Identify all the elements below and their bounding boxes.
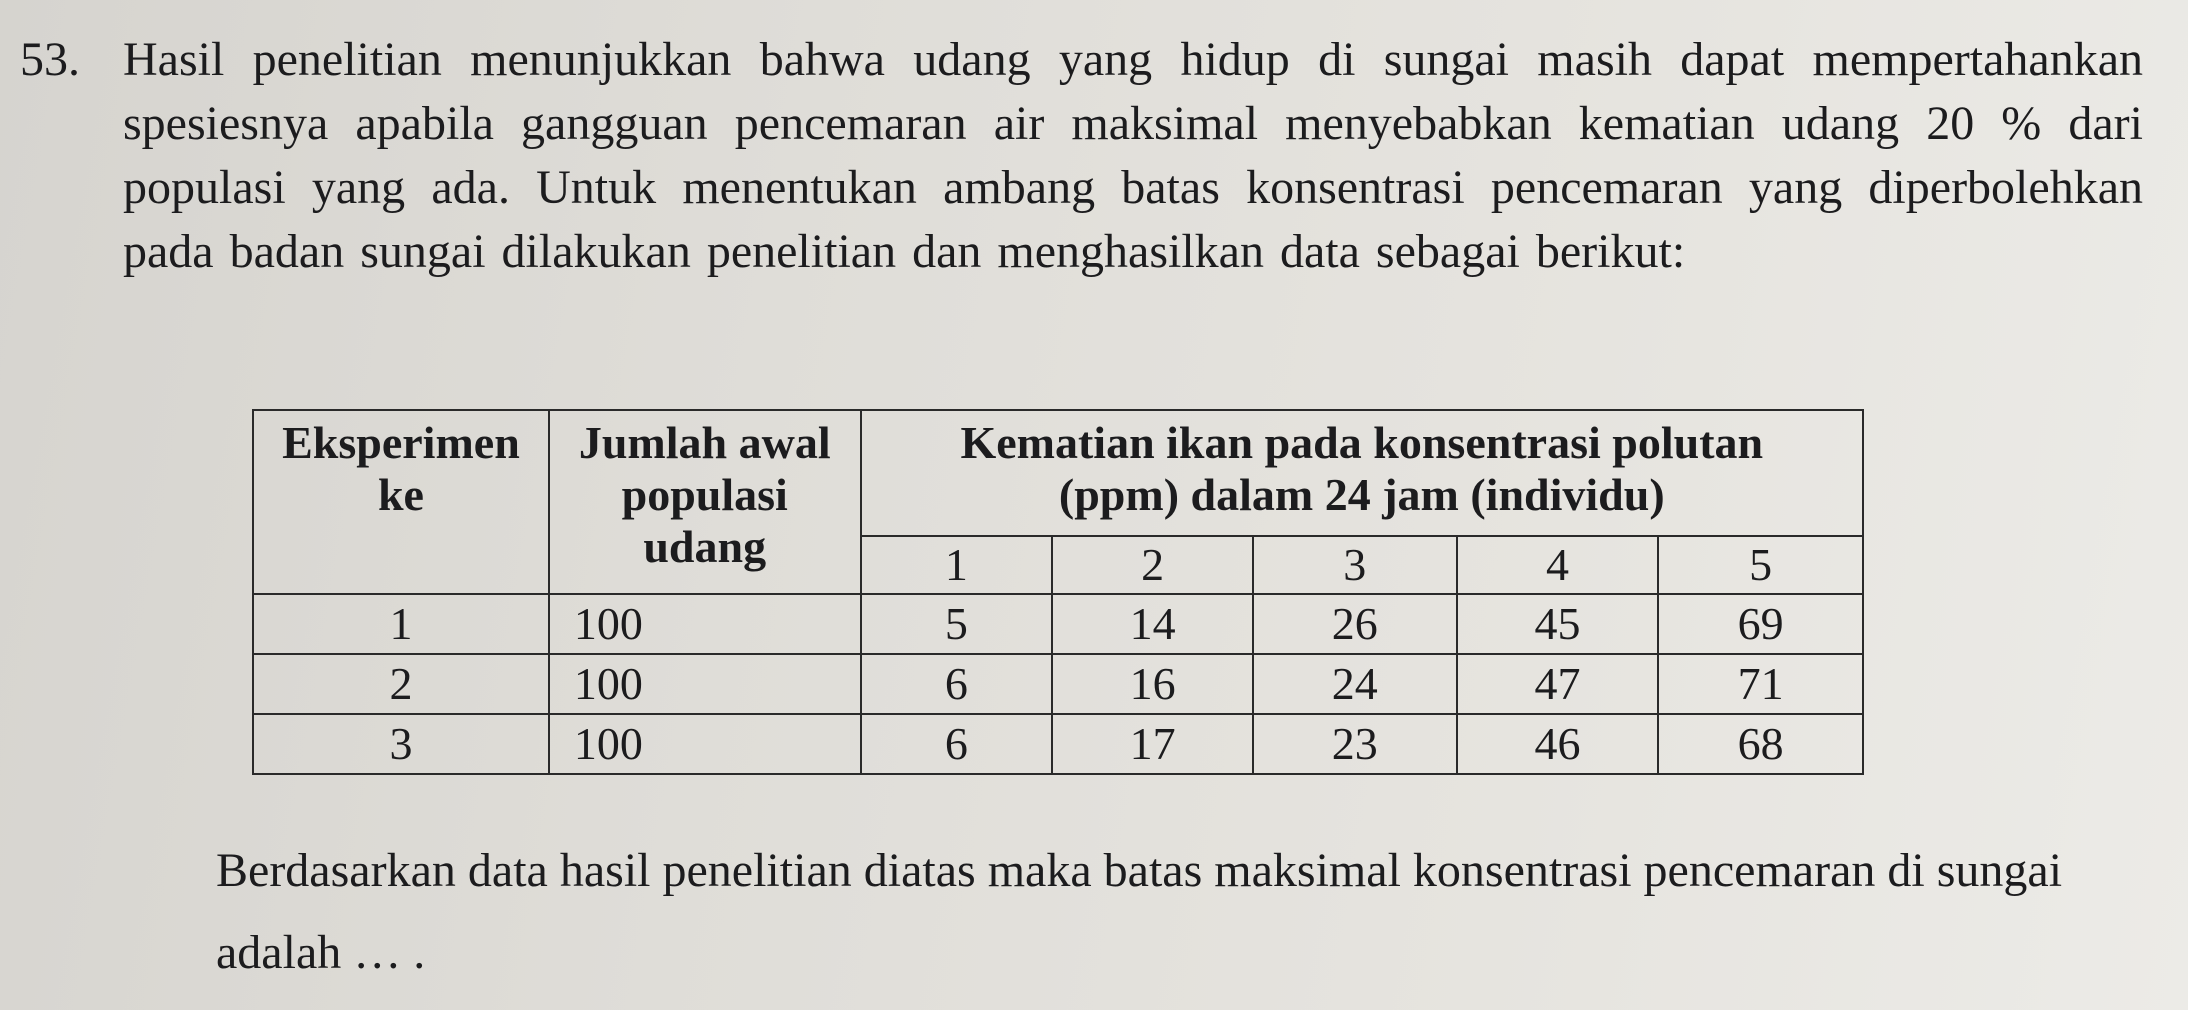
cell-deaths: 6 <box>861 714 1053 774</box>
cell-population: 100 <box>549 714 861 774</box>
cell-experiment: 1 <box>253 594 549 654</box>
cell-deaths: 23 <box>1253 714 1457 774</box>
research-data-table <box>252 409 1864 775</box>
cell-deaths: 16 <box>1052 654 1253 714</box>
cell-deaths: 26 <box>1253 594 1457 654</box>
cell-experiment: 3 <box>253 714 549 774</box>
header-population-line1: Jumlah awal <box>578 417 831 468</box>
header-experiment-line2: ke <box>377 469 424 520</box>
cell-deaths: 14 <box>1052 594 1253 654</box>
cell-deaths: 47 <box>1457 654 1659 714</box>
cell-deaths: 46 <box>1457 714 1659 774</box>
header-experiment <box>253 410 549 594</box>
cell-deaths: 45 <box>1457 594 1659 654</box>
question-text: Hasil penelitian menunjukkan bahwa udang yang hidup di sungai masih dapat mempertahankan spesiesnya apabila gangguan pencemaran air maksimal menyebabkan kematian udang 20 % dari populasi yang ada. Untuk menentukan ambang batas konsentrasi pencemaran yang diperbolehkan pada badan sungai dilakukan penelitian dan menghasilkan data sebagai berikut: <box>123 33 2143 278</box>
concentration-3: 3 <box>1253 536 1457 594</box>
header-mortality-line2: (ppm) dalam 24 jam (individu) <box>1058 469 1665 520</box>
table-row <box>253 714 1863 774</box>
concentration-1: 1 <box>861 536 1053 594</box>
cell-experiment: 2 <box>253 654 549 714</box>
question-number: 53. <box>20 33 80 86</box>
cell-deaths: 24 <box>1253 654 1457 714</box>
header-population <box>549 410 861 594</box>
cell-deaths: 5 <box>861 594 1053 654</box>
concentration-2: 2 <box>1052 536 1253 594</box>
table-row <box>253 654 1863 714</box>
concentration-5: 5 <box>1658 536 1863 594</box>
cell-population: 100 <box>549 594 861 654</box>
cell-deaths: 6 <box>861 654 1053 714</box>
header-population-line2: populasi <box>621 469 788 520</box>
header-mortality-line1: Kematian ikan pada konsentrasi polutan <box>960 417 1764 468</box>
cell-deaths: 69 <box>1658 594 1863 654</box>
concentration-4: 4 <box>1457 536 1659 594</box>
cell-deaths: 17 <box>1052 714 1253 774</box>
question-prompt: Berdasarkan data hasil penelitian diatas maka batas maksimal konsentrasi pencemaran di sungai adalah … . <box>216 844 2063 979</box>
cell-deaths: 68 <box>1658 714 1863 774</box>
header-mortality <box>861 410 1863 536</box>
cell-population: 100 <box>549 654 861 714</box>
header-experiment-line1: Eksperimen <box>282 417 520 468</box>
table-row <box>253 594 1863 654</box>
header-population-line3: udang <box>643 521 767 572</box>
cell-deaths: 71 <box>1658 654 1863 714</box>
